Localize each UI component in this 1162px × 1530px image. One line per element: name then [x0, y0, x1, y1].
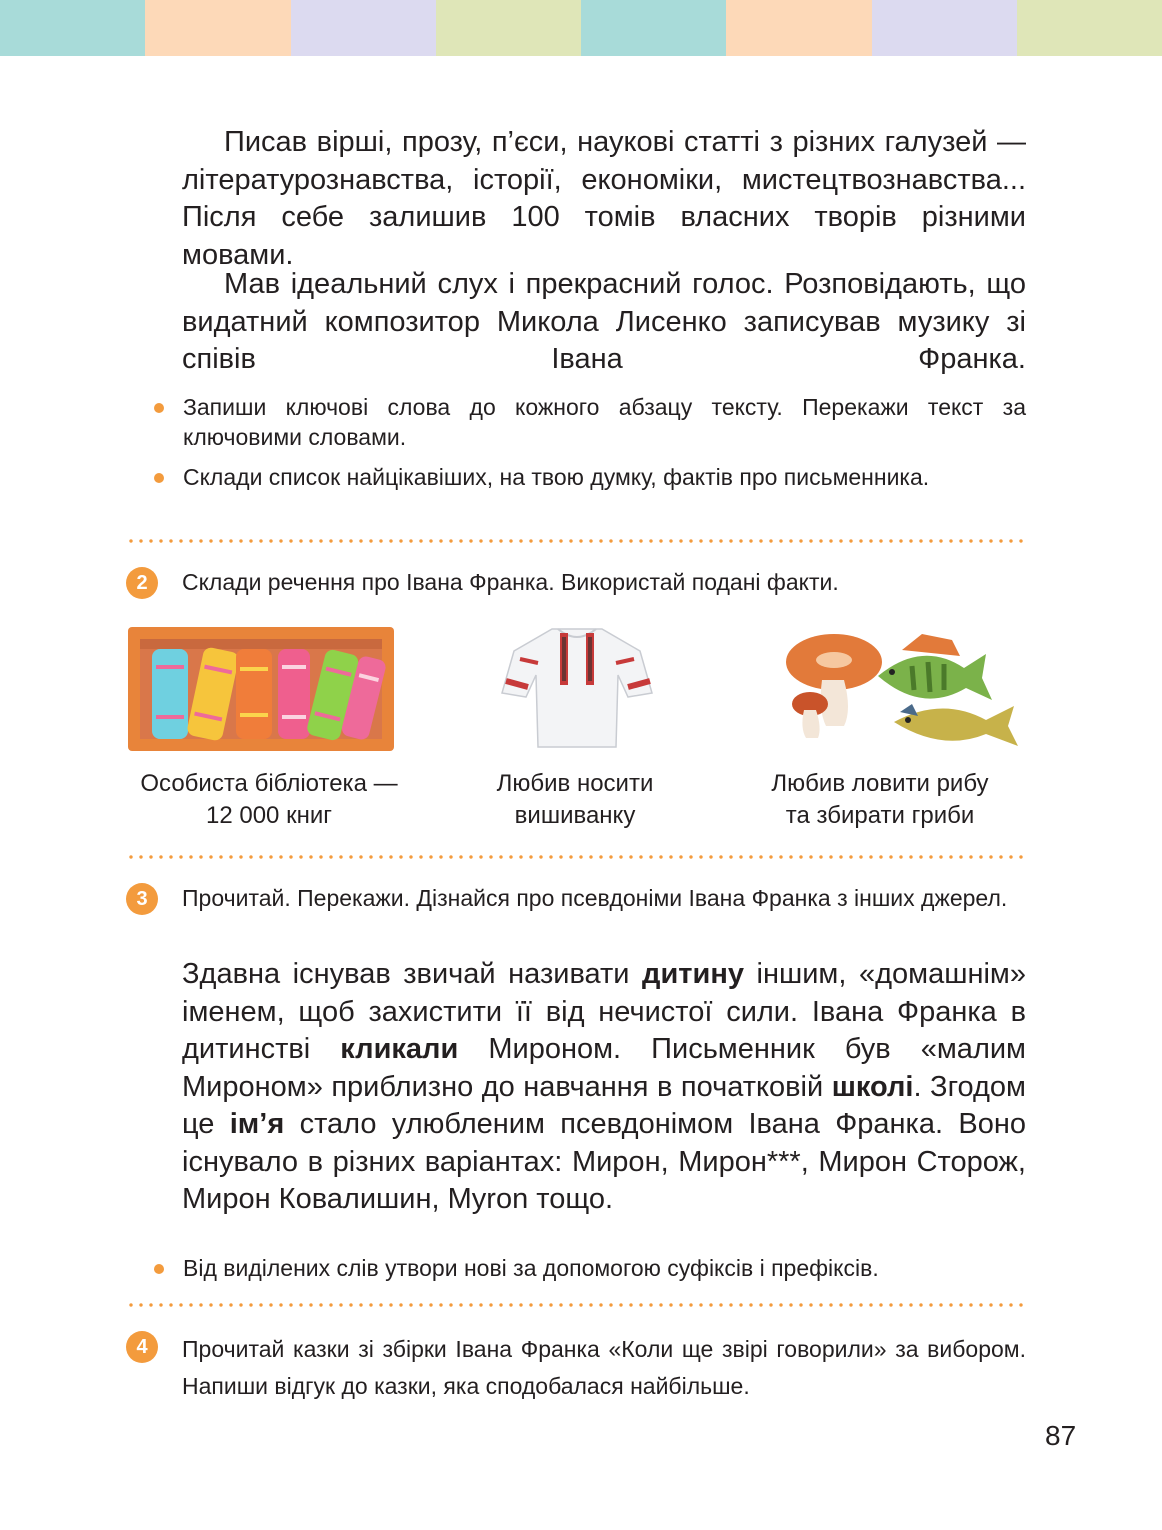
stripe	[581, 0, 726, 56]
fish-and-mushrooms-icon	[782, 630, 1022, 752]
highlighted-word: кликали	[340, 1033, 459, 1065]
fact-caption-line: Любив носити	[496, 770, 654, 797]
dotted-divider	[126, 855, 1028, 859]
highlighted-word: дитину	[642, 958, 744, 990]
highlighted-word: школі	[831, 1070, 914, 1103]
dotted-divider	[126, 1303, 1028, 1307]
bullet-dot-icon	[154, 1264, 164, 1274]
passage-text: Мироном. Письменник був «малим Мироном» приблизно до навчання в початковій	[182, 1033, 1026, 1103]
reading-passage	[182, 956, 1026, 1219]
bullet-dot-icon	[154, 473, 164, 483]
stripe	[291, 0, 436, 56]
passage-text: стало улюбленим псевдонімом Івана Франка. Воно існувало в різних варіантах: Мирон, Мирон***, Мирон Сторож, Мирон Ковалишин, Myron тощо.	[182, 1108, 1026, 1215]
highlighted-word: ім’я	[229, 1108, 285, 1140]
task-2-text: Склади речення про Івана Франка. Використай подані факти.	[182, 569, 839, 595]
fact-caption-line: 12 000 книг	[206, 802, 332, 829]
page-number: 87	[1045, 1420, 1077, 1451]
embroidered-shirt-icon	[500, 623, 655, 753]
passage-text: Здавна існував звичай називати	[182, 958, 643, 990]
task-number-badge: 4	[126, 1331, 158, 1363]
task-number-badge: 2	[126, 567, 158, 599]
intro-paragraph-2: Мав ідеальний слух і прекрасний голос. Розповідають, що видатний композитор Микола Лисенко записував музику зі співів Івана Франка.	[182, 268, 1026, 375]
stripe	[145, 0, 290, 56]
header-color-stripes	[0, 0, 1162, 56]
stripe	[0, 0, 145, 56]
task-bullet	[152, 1253, 1026, 1283]
fact-caption-line: вишиванку	[514, 802, 636, 829]
fact-caption-line: та збирати гриби	[785, 802, 975, 829]
bullet-dot-icon	[154, 403, 164, 413]
bullet-text: Від виділених слів утвори нові за допомогою суфіксів і префіксів.	[183, 1255, 879, 1281]
stripe	[436, 0, 581, 56]
task-number-badge: 3	[126, 883, 158, 915]
bullet-text: Склади список найцікавіших, на твою думку, фактів про письменника.	[183, 464, 930, 490]
stripe	[726, 0, 871, 56]
fact-caption	[455, 768, 695, 832]
task-4-text: Прочитай казки зі збірки Івана Франка «Коли ще звірі говорили» за вибором. Напиши відгук до казки, яка сподобалася найбільше.	[182, 1336, 1026, 1399]
task-3-text: Прочитай. Перекажи. Дізнайся про псевдоніми Івана Франка з інших джерел.	[182, 885, 1008, 911]
stripe	[872, 0, 1017, 56]
passage-text: іншим, «домашнім» іменем, щоб захистити її від нечистої сили. Івана Франка в дитинстві	[182, 958, 1026, 1065]
bullet-text: Запиши ключові слова до кожного абзацу тексту. Перекажи текст за ключовими словами.	[183, 394, 1026, 450]
fact-caption-line: Любив ловити рибу	[771, 770, 989, 797]
dotted-divider	[126, 539, 1028, 543]
fact-caption	[735, 768, 1025, 832]
task-bullet	[152, 462, 1026, 492]
passage-text: . Згодом це	[182, 1070, 1026, 1140]
fact-caption	[106, 768, 432, 832]
bookshelf-icon	[128, 627, 394, 753]
fact-caption-line: Особиста бібліотека —	[140, 770, 398, 797]
task-bullet	[152, 392, 1026, 452]
stripe	[1017, 0, 1162, 56]
intro-paragraph-1: Писав вірші, прозу, п’єси, наукові статті з різних галузей — літературознавства, історії, економіки, мистецтвознавства... Після себе залишив 100 томів власних творів різними мовами.	[182, 126, 1026, 271]
